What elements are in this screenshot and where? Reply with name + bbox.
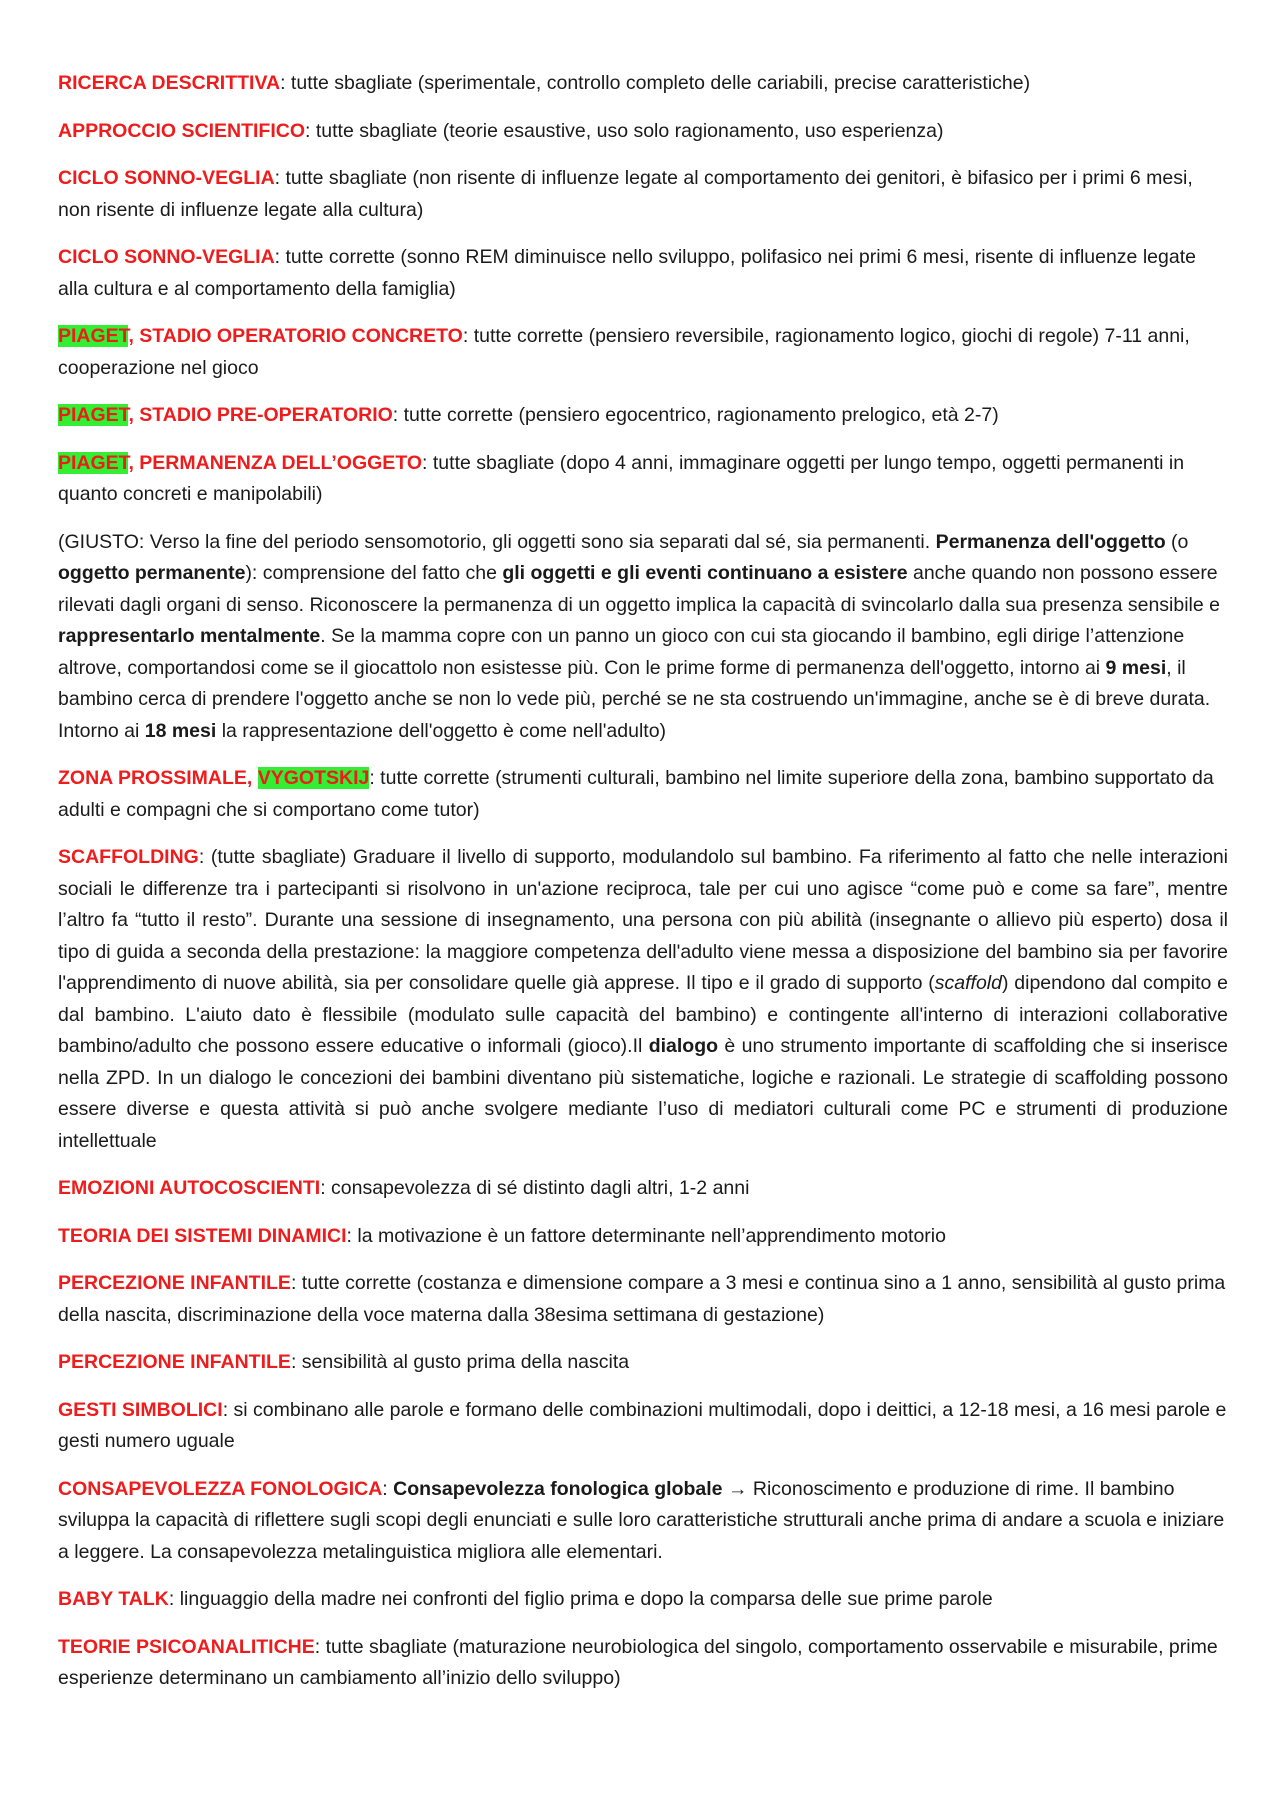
entry-ricerca-descrittiva — [58, 68, 1228, 100]
italic-run: scaffold — [934, 972, 1002, 994]
highlighted-name: PIAGET — [58, 451, 129, 474]
entry-ciclo-sonno-veglia-2 — [58, 242, 1228, 305]
entry-text: : tutte corrette (strumenti culturali, bambino nel limite superiore della zona, bambino supportato da adulti e compagni che si comportano come tutor) — [58, 767, 1214, 821]
entry-heading: BABY TALK — [58, 1588, 169, 1610]
entry-zona-prossimale — [58, 763, 1228, 826]
text-run: : — [382, 1477, 394, 1500]
entry-baby-talk — [58, 1584, 1228, 1616]
entry-heading: CONSAPEVOLEZZA FONOLOGICA — [58, 1477, 383, 1500]
entry-text: : si combinano alle parole e formano delle combinazioni multimodali, dopo i deittici, a 12-18 mesi, a 16 mesi parole e gesti numero uguale — [58, 1398, 1227, 1452]
entry-heading: CICLO SONNO-VEGLIA — [58, 167, 275, 189]
entry-text: : tutte sbagliate (teorie esaustive, uso solo ragionamento, uso esperienza) — [305, 119, 944, 142]
entry-heading: APPROCCIO SCIENTIFICO — [58, 119, 306, 142]
entry-heading: TEORIA DEI SISTEMI DINAMICI — [58, 1224, 347, 1247]
entry-text: : linguaggio della madre nei confronti del figlio prima e dopo la comparsa delle sue prime parole — [168, 1588, 993, 1610]
entry-heading: RICERCA DESCRITTIVA — [58, 72, 281, 94]
entry-heading: TEORIE PSICOANALITICHE — [58, 1635, 315, 1658]
bold-run: 9 mesi — [1105, 656, 1167, 679]
text-run: (o — [1165, 530, 1189, 553]
entry-heading: CICLO SONNO-VEGLIA — [58, 246, 275, 268]
bold-run: 18 mesi — [144, 719, 217, 742]
entry-scaffolding — [58, 842, 1228, 1157]
entry-sistemi-dinamici — [58, 1221, 1228, 1253]
text-run: ) dipendono dal compito e dal bambino. L'aiuto dato è flessibile (modulato sulle capacità del bambino) e contingente all'interno di interazioni collaborative bambino/adulto che possono essere educative o informali (gioco).Il — [58, 972, 1228, 1057]
entry-ciclo-sonno-veglia-1 — [58, 163, 1228, 226]
document-page — [58, 68, 1228, 1711]
bold-run: dialogo — [648, 1035, 719, 1057]
entry-text: : la motivazione è un fattore determinante nell’apprendimento motorio — [346, 1224, 946, 1247]
entry-piaget-operatorio-concreto — [58, 321, 1228, 384]
entry-text: : tutte corrette (sonno REM diminuisce nello sviluppo, polifasico nei primi 6 mesi, risente di influenze legate alla cultura e al comportamento della famiglia) — [58, 246, 1196, 300]
bold-run: rappresentarlo mentalmente — [58, 625, 321, 647]
text-run: la rappresentazione dell'oggetto è come nell'adulto) — [216, 719, 667, 742]
entry-text: : sensibilità al gusto prima della nascita — [290, 1351, 630, 1373]
entry-heading: EMOZIONI AUTOCOSCIENTI — [58, 1177, 321, 1199]
entry-consapevolezza-fonologica — [58, 1474, 1228, 1569]
entry-heading: PERCEZIONE INFANTILE — [58, 1272, 291, 1294]
text-run: ): comprensione del fatto che — [245, 562, 503, 584]
text-run: : (tutte sbagliate) Graduare il livello di supporto, modulandolo sul bambino. Fa riferimento al fatto che nelle interazioni sociali le differenze tra i partecipanti si risolvono in un'azione reciproca, tale per cui uno agisce “come può e come sa fare”, mentre l’altro fa “tutto il resto”. Durante una sessione di insegnamento, una persona con più abilità (insegnante o allievo più esperto) dosa il tipo di guida a seconda della prestazione: la maggiore competenza dell'adulto viene messa a disposizione del bambino sia per favorire l'apprendimento di nuove abilità, sia per consolidare quelle già apprese. Il tipo e il grado di supporto ( — [58, 846, 1228, 994]
entry-text: : tutte sbagliate (sperimentale, controllo completo delle cariabili, precise caratteristiche) — [280, 72, 1031, 94]
entry-text: : tutte corrette (costanza e dimensione compare a 3 mesi e continua sino a 1 anno, sensibilità al gusto prima della nascita, discriminazione della voce materna dalla 38esima settimana di gestazione) — [58, 1272, 1226, 1326]
entry-piaget-permanenza — [58, 448, 1228, 511]
giusto-paragraph — [58, 527, 1228, 748]
bold-run: oggetto permanente — [58, 562, 246, 584]
entry-piaget-pre-operatorio — [58, 400, 1228, 432]
entry-percezione-infantile-1 — [58, 1268, 1228, 1331]
highlighted-name: PIAGET — [58, 325, 129, 347]
bold-run: Permanenza dell'oggetto — [935, 530, 1166, 553]
text-run: → Riconoscimento e produzione di rime. Il bambino sviluppa la capacità di riflettere sugli scopi degli enunciati e sulle loro caratteristiche strutturali anche prima di andare a scuola e iniziare a leggere. La consapevolezza metalinguistica migliora alle elementari. — [58, 1477, 1225, 1563]
entry-heading: ZONA PROSSIMALE, — [58, 767, 258, 789]
entry-heading: GESTI SIMBOLICI — [58, 1398, 223, 1421]
entry-heading: , STADIO PRE-OPERATORIO — [128, 404, 393, 426]
bold-run: Consapevolezza fonologica globale — [393, 1477, 723, 1500]
highlighted-name: VYGOTSKIJ — [257, 767, 370, 789]
entry-heading: , PERMANENZA DELL’OGGETO — [128, 451, 423, 474]
entry-text: : tutte corrette (pensiero reversibile, ragionamento logico, giochi di regole) 7-11 anni, cooperazione nel gioco — [58, 325, 1190, 379]
highlighted-name: PIAGET — [58, 404, 129, 426]
entry-text: : consapevolezza di sé distinto dagli altri, 1-2 anni — [320, 1177, 750, 1199]
entry-text: : tutte sbagliate (maturazione neurobiologica del singolo, comportamento osservabile e misurabile, prime esperienze determinano un cambiamento all’inizio dello sviluppo) — [58, 1635, 1218, 1689]
text-run: anche quando non possono essere rilevati dagli organi di senso. Riconoscere la permanenza di un oggetto implica la capacità di svincolarlo dalla sua presenza sensibile e — [58, 562, 1220, 616]
entry-heading: SCAFFOLDING — [58, 846, 199, 868]
entry-percezione-infantile-2 — [58, 1347, 1228, 1379]
text-run: . Se la mamma copre con un panno un gioco con cui sta giocando il bambino, egli dirige l’attenzione altrove, comportandosi come se il giocattolo non esistesse più. Con le prime forme di permanenza dell'oggetto, intorno ai — [58, 625, 1185, 679]
bold-run: gli oggetti e gli eventi continuano a esistere — [502, 562, 908, 584]
entry-teorie-psicoanalitiche — [58, 1632, 1228, 1695]
entry-gesti-simbolici — [58, 1395, 1228, 1458]
entry-emozioni-autocoscienti — [58, 1173, 1228, 1205]
entry-approccio-scientifico — [58, 116, 1228, 148]
text-run: (GIUSTO: Verso la fine del periodo sensomotorio, gli oggetti sono sia separati dal sé, sia permanenti. — [58, 530, 936, 553]
entry-text: : tutte sbagliate (non risente di influenze legate al comportamento dei genitori, è bifasico per i primi 6 mesi, non risente di influenze legate alla cultura) — [58, 167, 1193, 221]
text-run: è uno strumento importante di scaffolding che si inserisce nella ZPD. In un dialogo le concezioni dei bambini diventano più sistematiche, logiche e razionali. Le strategie di scaffolding possono essere diverse e questa attività si può anche svolgere mediante l’uso di mediatori culturali come PC e strumenti di produzione intellettuale — [58, 1035, 1228, 1152]
entry-text: : tutte corrette (pensiero egocentrico, ragionamento prelogico, età 2-7) — [392, 404, 999, 426]
entry-heading: , STADIO OPERATORIO CONCRETO — [128, 325, 463, 347]
text-run: , il bambino cerca di prendere l'oggetto anche se non lo vede più, perché se ne sta costruendo un'immagine, anche se è di breve durata. Intorno ai — [58, 656, 1211, 742]
entry-text: : tutte sbagliate (dopo 4 anni, immaginare oggetti per lungo tempo, oggetti permanenti in quanto concreti e manipolabili) — [58, 451, 1185, 505]
entry-heading: PERCEZIONE INFANTILE — [58, 1351, 291, 1373]
